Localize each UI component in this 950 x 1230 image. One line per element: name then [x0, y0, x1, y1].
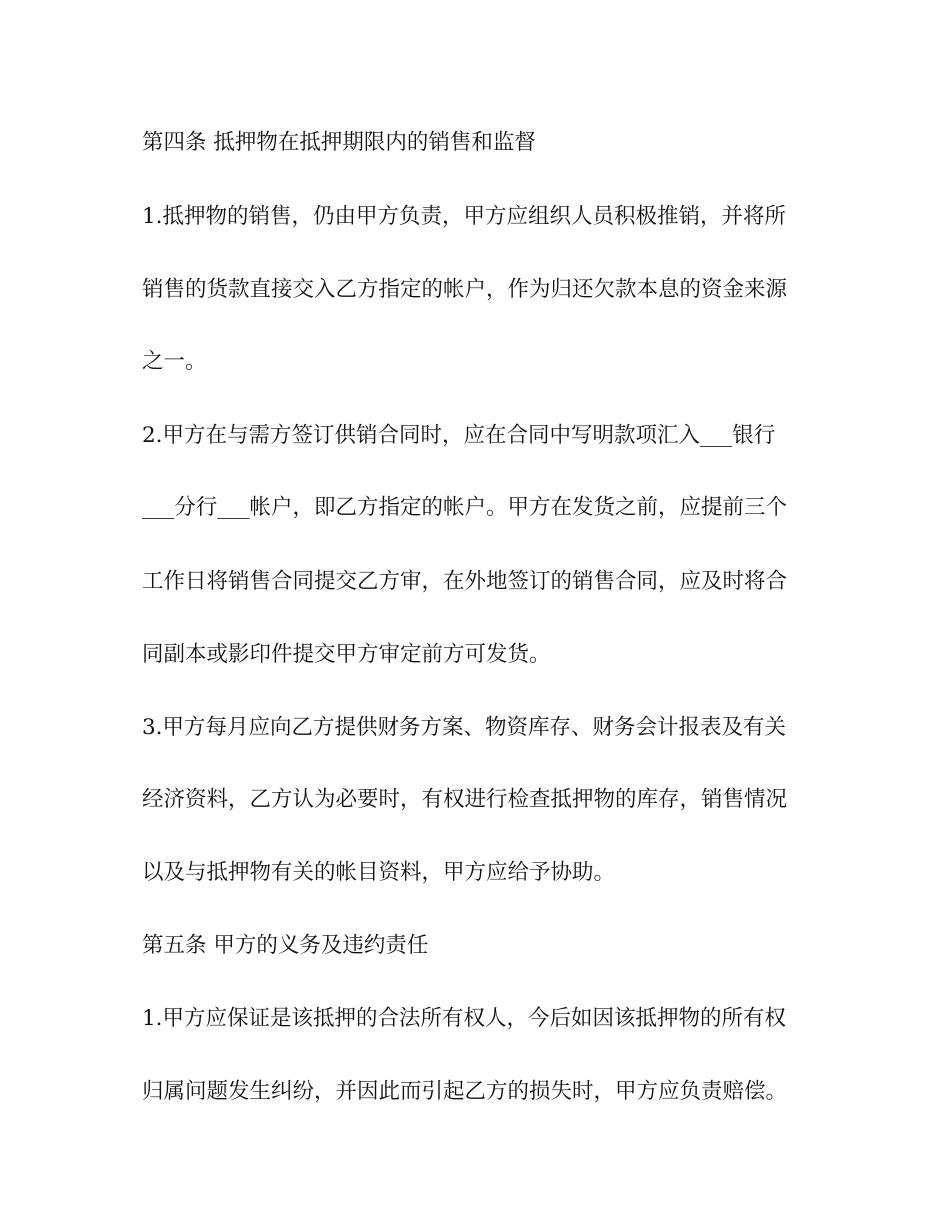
paragraph-line: 1.抵押物的销售，仍由甲方负责，甲方应组织人员积极推销，并将所	[142, 204, 787, 229]
paragraph-line: 工作日将销售合同提交乙方审，在外地签订的销售合同，应及时将合	[142, 569, 788, 594]
paragraph-line: 归属问题发生纠纷，并因此而引起乙方的损失时，甲方应负责赔偿。	[142, 1079, 788, 1104]
paragraph-line: ___分行___帐户，即乙方指定的帐户。甲方在发货之前，应提前三个	[142, 495, 788, 520]
section-heading-article-4: 第四条 抵押物在抵押期限内的销售和监督	[142, 130, 536, 155]
paragraph-line: 3.甲方每月应向乙方提供财务方案、物资库存、财务会计报表及有关	[142, 715, 787, 740]
paragraph-line: 经济资料，乙方认为必要时，有权进行检查抵押物的库存，销售情况	[142, 787, 788, 812]
paragraph-line: 之一。	[142, 349, 207, 374]
paragraph-line: 1.甲方应保证是该抵押的合法所有权人，今后如因该抵押物的所有权	[142, 1006, 787, 1031]
paragraph-line: 销售的货款直接交入乙方指定的帐户，作为归还欠款本息的资金来源	[142, 277, 788, 302]
paragraph-line: 2.甲方在与需方签订供销合同时，应在合同中写明款项汇入___银行	[142, 423, 776, 448]
section-heading-article-5: 第五条 甲方的义务及违约责任	[142, 933, 429, 958]
paragraph-line: 以及与抵押物有关的帐目资料，甲方应给予协助。	[142, 860, 616, 885]
paragraph-line: 同副本或影印件提交甲方审定前方可发货。	[142, 642, 551, 667]
